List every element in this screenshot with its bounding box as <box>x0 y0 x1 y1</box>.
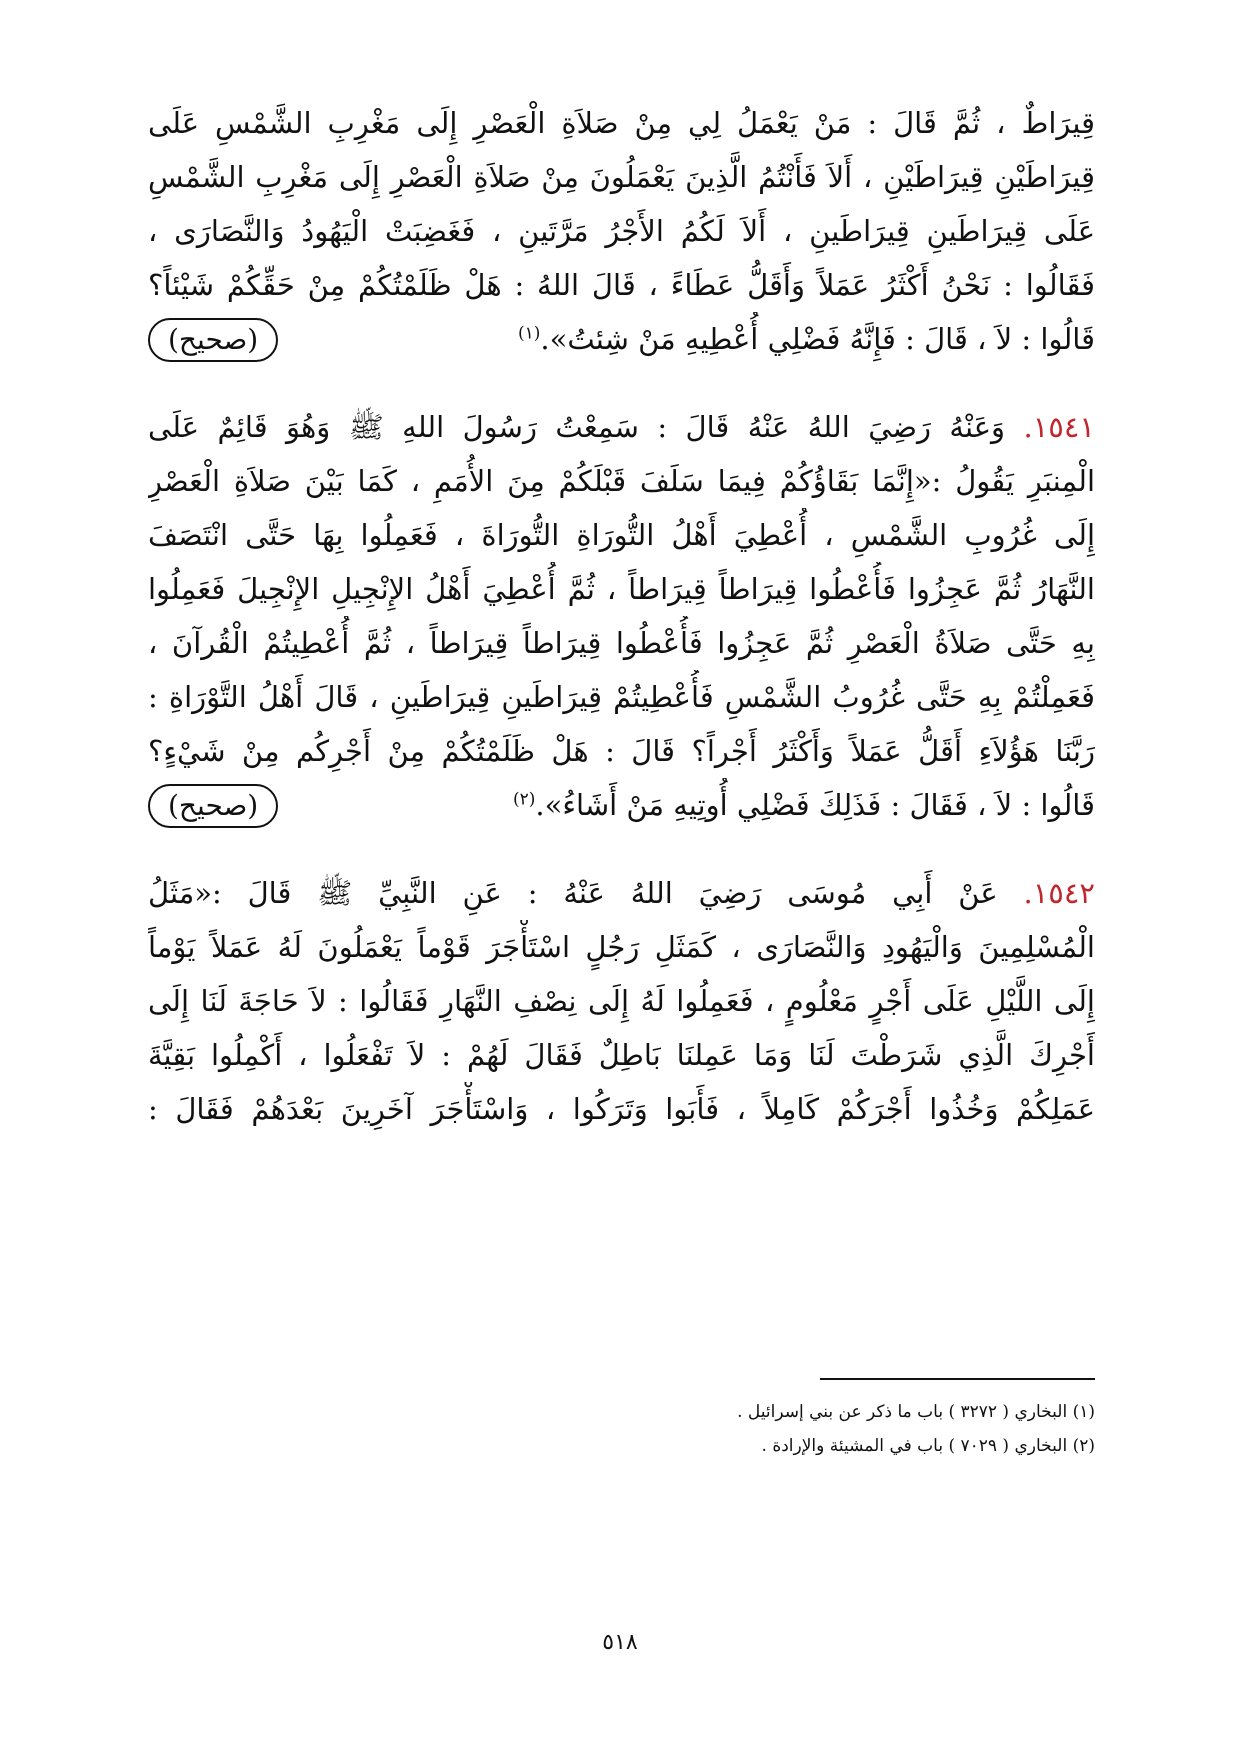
text-line: قِيرَاطَيْنِ قِيرَاطَيْنِ ، أَلاَ فَأَنْتُمُ الَّذِينَ يَعْمَلُونَ مِنْ صَلاَةِ الْعَصْرِ إِلَى مَغْرِبِ الشَّمْسِ <box>148 160 1095 194</box>
text-line-last <box>148 778 1095 832</box>
footnote-ref: (٢) <box>512 789 536 810</box>
text-line-last <box>148 312 1095 366</box>
text-line: عَمَلِكُمْ وَخُذُوا أَجْرَكُمْ كَامِلاً ، فَأَبَوا وَتَرَكُوا ، وَاسْتَأْجَرَ آخَرِينَ بَعْدَهُمْ فَقَالَ : <box>148 1092 1095 1126</box>
text-line: قَالُوا : لاَ ، قَالَ : فَإِنَّهُ فَضْلِي أُعْطِيهِ مَنْ شِئتُ». <box>540 322 1095 356</box>
text-line: إِلَى اللَّيْلِ عَلَى أَجْرٍ مَعْلُومٍ ، فَعَمِلُوا لَهُ إِلَى نِصْفِ النَّهَارِ فَقَالُوا : لاَ حَاجَةَ لَنَا إِلَى <box>148 984 1095 1018</box>
page-body <box>148 96 1095 1136</box>
text-line: إِلَى غُرُوبِ الشَّمْسِ ، أُعْطِيَ أَهْلُ التُّورَاةِ التُّورَاةَ ، فَعَمِلُوا بِهَا حَتَّى انْتَصَفَ <box>148 518 1095 552</box>
text-line-first <box>148 400 1095 454</box>
grade-badge: (صحيح) <box>148 784 278 828</box>
text-line: النَّهَارُ ثُمَّ عَجِزُوا فَأُعْطُوا قِيرَاطاً قِيرَاطاً ، ثُمَّ أُعْطِيَ أَهْلُ الإِنْجِيلِ الإِنْجِيلَ فَعَمِلُوا <box>148 572 1095 606</box>
text-line: عَلَى قِيرَاطَينِ قِيرَاطَينِ ، أَلاَ لَكُمُ الأَجْرُ مَرَّتَينِ ، فَغَضِبَتْ الْيَهُودُ وَالنَّصَارَى ، <box>148 214 1095 248</box>
hadith-1541 <box>148 400 1095 832</box>
footnote-ref: (١) <box>517 323 541 344</box>
text-line: أَجْرِكَ الَّذِي شَرَطْتَ لَنَا وَمَا عَمِلنَا بَاطِلٌ فَقَالَ لَهُمْ : لاَ تَفْعَلُوا ، أَكْمِلُوا بَقِيَّةَ <box>148 1038 1095 1072</box>
text-line-first <box>148 866 1095 920</box>
text-line: فَعَمِلْتُمْ بِهِ حَتَّى غُرُوبُ الشَّمْسِ فَأُعْطِيتُمْ قِيرَاطَينِ قِيرَاطَينِ ، قَالَ أَهْلُ التَّوْرَاةِ : <box>148 680 1095 714</box>
text-line: قَالُوا : لاَ ، فَقَالَ : فَذَلِكَ فَضْلِي أُوتِيهِ مَنْ أَشَاءُ». <box>535 788 1095 822</box>
text-line: قِيرَاطٌ ، ثُمَّ قَالَ : مَنْ يَعْمَلُ لِي مِنْ صَلاَةِ الْعَصْرِ إِلَى مَغْرِبِ الشَّمْسِ عَلَى <box>148 106 1095 140</box>
text-line: رَبَّنَا هَؤُلاَءِ أَقَلُّ عَمَلاً وَأَكْثَرُ أَجْراً؟ قَالَ : هَلْ ظَلَمْتُكُمْ مِنْ أَجْرِكُم مِنْ شَيْءٍ؟ <box>148 734 1095 768</box>
footnote-2: (٢) البخاري ( ٧٠٢٩ ) باب في المشيئة والإرادة . <box>761 1436 1095 1456</box>
grade-badge: (صحيح) <box>148 318 278 362</box>
hadith-1542 <box>148 866 1095 1136</box>
hadith-number: ١٥٤٢. <box>1023 876 1095 910</box>
footnote-divider <box>820 1378 1095 1380</box>
text-line: الْمِنبَرِ يَقُولُ :«إِنَّمَا بَقَاؤُكُمْ فِيمَا سَلَفَ قَبْلَكُمْ مِنَ الأُمَمِ ، كَمَا بَيْنَ صَلاَةِ الْعَصْرِ <box>148 464 1095 498</box>
hadith-continuation <box>148 96 1095 366</box>
text-line: بِهِ حَتَّى صَلاَةُ الْعَصْرِ ثُمَّ عَجِزُوا فَأُعْطُوا قِيرَاطاً قِيرَاطاً ، ثُمَّ أُعْطِيتُمْ الْقُرآنَ ، <box>148 626 1095 660</box>
hadith-number: ١٥٤١. <box>1023 410 1095 444</box>
footnote-1: (١) البخاري ( ٣٢٧٢ ) باب ما ذكر عن بني إسرائيل . <box>737 1402 1095 1422</box>
text-line: عَنْ أَبِي مُوسَى رَضِيَ اللهُ عَنْهُ : عَنِ النَّبِيِّ ﷺ قَالَ :«مَثَلُ <box>148 876 998 910</box>
text-line: فَقَالُوا : نَحْنُ أَكْثَرُ عَمَلاً وَأَقَلُّ عَطَاءً ، قَالَ اللهُ : هَلْ ظَلَمْتُكُمْ مِنْ حَقِّكُمْ شَيْئاً؟ <box>148 268 1095 302</box>
page-number: ٥١٨ <box>602 1630 638 1655</box>
footnotes <box>148 1395 1095 1463</box>
text-line: الْمُسْلِمِينَ وَالْيَهُودِ وَالنَّصَارَى ، كَمَثَلِ رَجُلٍ اسْتَأْجَرَ قَوْماً يَعْمَلُونَ لَهُ عَمَلاً يَوْماً <box>148 930 1095 964</box>
text-line: وَعَنْهُ رَضِيَ اللهُ عَنْهُ قَالَ : سَمِعْتُ رَسُولَ اللهِ ﷺ وَهُوَ قَائِمٌ عَلَى <box>148 410 1006 444</box>
